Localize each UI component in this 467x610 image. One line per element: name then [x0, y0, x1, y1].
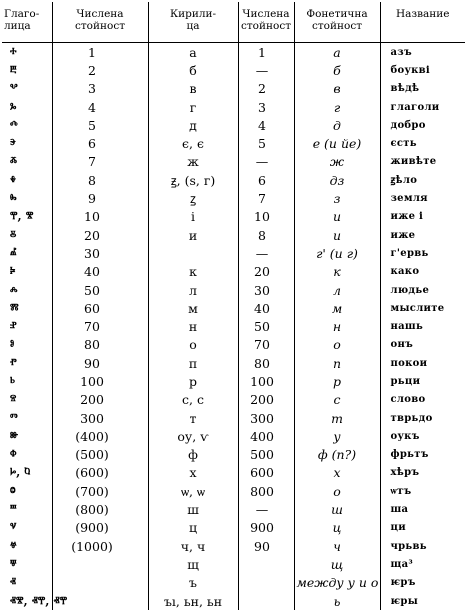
- numeric-value-cyrillic: [238, 555, 294, 573]
- table-row: [2, 519, 465, 537]
- numeric-value-cyrillic: 30: [238, 281, 294, 299]
- glagolitic-letter: ⱅ: [2, 409, 52, 427]
- letter-name: ша: [380, 500, 465, 518]
- glagolitic-letter: ⰳ: [2, 98, 52, 116]
- phonetic-value: м: [294, 299, 380, 317]
- numeric-value-cyrillic: 400: [238, 427, 294, 445]
- cyrillic-letter: б: [148, 61, 238, 79]
- phonetic-value: а: [294, 43, 380, 62]
- cyrillic-letter: ъ: [148, 574, 238, 592]
- cyrillic-letter: в: [148, 80, 238, 98]
- cyrillic-letter: и: [148, 226, 238, 244]
- letter-name: ци: [380, 519, 465, 537]
- table-row: [2, 555, 465, 573]
- numeric-value-cyrillic: 90: [238, 537, 294, 555]
- numeric-value-glagolitic: 1: [52, 43, 148, 62]
- glagolitic-letter: ⰸ: [2, 189, 52, 207]
- alphabet-table: [2, 2, 465, 610]
- numeric-value-glagolitic: 20: [52, 226, 148, 244]
- phonetic-value: ц: [294, 519, 380, 537]
- table-row: [2, 317, 465, 335]
- phonetic-value: р: [294, 372, 380, 390]
- phonetic-value: и: [294, 208, 380, 226]
- numeric-value-cyrillic: 100: [238, 372, 294, 390]
- numeric-value-cyrillic: 40: [238, 299, 294, 317]
- cyrillic-letter: г: [148, 98, 238, 116]
- numeric-value-glagolitic: (800): [52, 500, 148, 518]
- cyrillic-letter: н: [148, 317, 238, 335]
- cyrillic-letter: щ: [148, 555, 238, 573]
- numeric-value-glagolitic: 7: [52, 153, 148, 171]
- letter-name: тврьдо: [380, 409, 465, 427]
- table-row: [2, 244, 465, 262]
- numeric-value-cyrillic: 50: [238, 317, 294, 335]
- glagolitic-letter: ⰴ: [2, 116, 52, 134]
- letter-name: покои: [380, 354, 465, 372]
- letter-name: фрьтъ: [380, 446, 465, 464]
- table-row: [2, 464, 465, 482]
- letter-name: хѣръ: [380, 464, 465, 482]
- glagolitic-letter: ⱍ: [2, 537, 52, 555]
- glagolitic-letter: ⰷ: [2, 171, 52, 189]
- numeric-value-glagolitic: (700): [52, 482, 148, 500]
- cyrillic-letter: ф: [148, 446, 238, 464]
- cyrillic-letter: оу, ѵ: [148, 427, 238, 445]
- glagolitic-letter: ⱌ: [2, 519, 52, 537]
- phonetic-value: дз: [294, 171, 380, 189]
- table-row: [2, 354, 465, 372]
- cyrillic-letter: х: [148, 464, 238, 482]
- numeric-value-glagolitic: 60: [52, 299, 148, 317]
- numeric-value-glagolitic: 80: [52, 336, 148, 354]
- glagolitic-letter: ⱃ: [2, 372, 52, 390]
- numeric-value-cyrillic: 4: [238, 116, 294, 134]
- table-body: [2, 43, 465, 610]
- glagolitic-letter: ⱇ: [2, 446, 52, 464]
- numeric-value-glagolitic: (500): [52, 446, 148, 464]
- table-header: [2, 2, 465, 43]
- table-row: [2, 98, 465, 116]
- numeric-value-cyrillic: 300: [238, 409, 294, 427]
- glagolitic-letter: ⰻ: [2, 226, 52, 244]
- phonetic-value: ь: [294, 592, 380, 610]
- numeric-value-glagolitic: 10: [52, 208, 148, 226]
- numeric-value-cyrillic: 3: [238, 98, 294, 116]
- glagolitic-letter: ⱆ: [2, 427, 52, 445]
- numeric-value-cyrillic: —: [238, 153, 294, 171]
- table-row: [2, 372, 465, 390]
- table-row: [2, 43, 465, 62]
- table-row: [2, 153, 465, 171]
- cyrillic-letter: ъı, ьн, ьн: [148, 592, 238, 610]
- numeric-value-cyrillic: 200: [238, 391, 294, 409]
- cyrillic-letter: є, є: [148, 134, 238, 152]
- cyrillic-letter: т: [148, 409, 238, 427]
- letter-name: добро: [380, 116, 465, 134]
- cyrillic-letter: ш: [148, 500, 238, 518]
- numeric-value-cyrillic: —: [238, 500, 294, 518]
- cyrillic-letter: р: [148, 372, 238, 390]
- phonetic-value: п: [294, 354, 380, 372]
- numeric-value-cyrillic: 8: [238, 226, 294, 244]
- numeric-value-glagolitic: 200: [52, 391, 148, 409]
- table-row: [2, 80, 465, 98]
- cyrillic-letter: п: [148, 354, 238, 372]
- numeric-value-cyrillic: 2: [238, 80, 294, 98]
- numeric-value-glagolitic: 50: [52, 281, 148, 299]
- table-row: [2, 299, 465, 317]
- letter-name: мыслите: [380, 299, 465, 317]
- glagolitic-letter: ⱂ: [2, 354, 52, 372]
- letter-name: оукъ: [380, 427, 465, 445]
- table-row: [2, 281, 465, 299]
- table-row: [2, 482, 465, 500]
- phonetic-value: н: [294, 317, 380, 335]
- numeric-value-cyrillic: [238, 592, 294, 610]
- letter-name: ѥръ: [380, 574, 465, 592]
- header-name: Название: [380, 2, 465, 43]
- table-row: [2, 592, 465, 610]
- letter-name: ꙃѣло: [380, 171, 465, 189]
- phonetic-value: г: [294, 98, 380, 116]
- letter-name: чрьвь: [380, 537, 465, 555]
- phonetic-value: г' (и г): [294, 244, 380, 262]
- glagolitic-letter: ⰾ: [2, 281, 52, 299]
- cyrillic-letter: с, с: [148, 391, 238, 409]
- cyrillic-letter: ч, ч: [148, 537, 238, 555]
- glagolitic-letter: ⰼ: [2, 244, 52, 262]
- numeric-value-glagolitic: 8: [52, 171, 148, 189]
- phonetic-value: д: [294, 116, 380, 134]
- glagolitic-letter: ⱎ: [2, 500, 52, 518]
- glagolitic-letter: ⱏ: [2, 574, 52, 592]
- letter-name: иже: [380, 226, 465, 244]
- letter-name: живѣте: [380, 153, 465, 171]
- table-row: [2, 116, 465, 134]
- numeric-value-glagolitic: (900): [52, 519, 148, 537]
- table-row: [2, 427, 465, 445]
- phonetic-value: щ: [294, 555, 380, 573]
- letter-name: како: [380, 263, 465, 281]
- numeric-value-cyrillic: 7: [238, 189, 294, 207]
- phonetic-value: л: [294, 281, 380, 299]
- table-row: [2, 391, 465, 409]
- letter-name: глаголи: [380, 98, 465, 116]
- header-glagolitsa: Глаго- лица: [2, 2, 52, 43]
- table-row: [2, 171, 465, 189]
- cyrillic-letter: ж: [148, 153, 238, 171]
- phonetic-value: в: [294, 80, 380, 98]
- numeric-value-cyrillic: 70: [238, 336, 294, 354]
- glagolitic-letter: ⰽ: [2, 263, 52, 281]
- letter-name: вѣдѣ: [380, 80, 465, 98]
- numeric-value-glagolitic: 5: [52, 116, 148, 134]
- glagolitic-letter: ⱀ: [2, 317, 52, 335]
- numeric-value-glagolitic: 90: [52, 354, 148, 372]
- numeric-value-cyrillic: 5: [238, 134, 294, 152]
- numeric-value-glagolitic: 100: [52, 372, 148, 390]
- phonetic-value: ш: [294, 500, 380, 518]
- numeric-value-cyrillic: 80: [238, 354, 294, 372]
- phonetic-value: х: [294, 464, 380, 482]
- numeric-value-cyrillic: 20: [238, 263, 294, 281]
- glagolitic-letter: ⱄ: [2, 391, 52, 409]
- phonetic-value: и: [294, 226, 380, 244]
- numeric-value-glagolitic: 300: [52, 409, 148, 427]
- header-phonetic-value: Фонетична стойност: [294, 2, 380, 43]
- numeric-value-cyrillic: 900: [238, 519, 294, 537]
- numeric-value-cyrillic: 600: [238, 464, 294, 482]
- glagolitic-letter: ⰿ: [2, 299, 52, 317]
- phonetic-value: с: [294, 391, 380, 409]
- numeric-value-cyrillic: 800: [238, 482, 294, 500]
- table-row: [2, 446, 465, 464]
- cyrillic-letter: а: [148, 43, 238, 62]
- numeric-value-glagolitic: (1000): [52, 537, 148, 555]
- phonetic-value: ч: [294, 537, 380, 555]
- glagolitic-letter: ⰹ, ⰺ: [2, 208, 52, 226]
- table-row: [2, 61, 465, 79]
- numeric-value-glagolitic: 4: [52, 98, 148, 116]
- table-row: [2, 409, 465, 427]
- letter-name: слово: [380, 391, 465, 409]
- glagolitic-letter: ⰱ: [2, 61, 52, 79]
- cyrillic-letter: і: [148, 208, 238, 226]
- letter-name: рьци: [380, 372, 465, 390]
- letter-name: боукві: [380, 61, 465, 79]
- header-kirilitsa: Кирили- ца: [148, 2, 238, 43]
- cyrillic-letter: л: [148, 281, 238, 299]
- numeric-value-glagolitic: 2: [52, 61, 148, 79]
- table-row: [2, 134, 465, 152]
- phonetic-value: между у и о: [294, 574, 380, 592]
- numeric-value-glagolitic: 70: [52, 317, 148, 335]
- cyrillic-letter: ꙁ: [148, 189, 238, 207]
- numeric-value-glagolitic: [52, 574, 148, 592]
- numeric-value-glagolitic: 6: [52, 134, 148, 152]
- phonetic-value: е (и йе): [294, 134, 380, 152]
- letter-name: людье: [380, 281, 465, 299]
- cyrillic-letter: ѡ, ѡ: [148, 482, 238, 500]
- cyrillic-letter: о: [148, 336, 238, 354]
- letter-name: иже і: [380, 208, 465, 226]
- numeric-value-glagolitic: (400): [52, 427, 148, 445]
- glagolitic-letter: ⰲ: [2, 80, 52, 98]
- glagolitic-letter: ⰰ: [2, 43, 52, 62]
- numeric-value-cyrillic: 10: [238, 208, 294, 226]
- letter-name: ща³: [380, 555, 465, 573]
- letter-name: нашь: [380, 317, 465, 335]
- letter-name: земля: [380, 189, 465, 207]
- numeric-value-glagolitic: 40: [52, 263, 148, 281]
- numeric-value-glagolitic: [52, 555, 148, 573]
- table-row: [2, 226, 465, 244]
- cyrillic-letter: ц: [148, 519, 238, 537]
- phonetic-value: т: [294, 409, 380, 427]
- header-numeric-value-1: Числена стойност: [52, 2, 148, 43]
- numeric-value-cyrillic: —: [238, 244, 294, 262]
- numeric-value-cyrillic: 6: [238, 171, 294, 189]
- table-row: [2, 500, 465, 518]
- cyrillic-letter: ꙃ, (ѕ, г): [148, 171, 238, 189]
- cyrillic-letter: д: [148, 116, 238, 134]
- letter-name: єсть: [380, 134, 465, 152]
- cyrillic-letter: к: [148, 263, 238, 281]
- cyrillic-letter: м: [148, 299, 238, 317]
- numeric-value-cyrillic: 500: [238, 446, 294, 464]
- header-numeric-value-2: Числена стойност: [238, 2, 294, 43]
- numeric-value-glagolitic: 3: [52, 80, 148, 98]
- glagolitic-letter: ⰵ: [2, 134, 52, 152]
- numeric-value-cyrillic: —: [238, 61, 294, 79]
- phonetic-value: у: [294, 427, 380, 445]
- glagolitic-letter: ⰶ: [2, 153, 52, 171]
- glagolitic-letter: ⱋ: [2, 555, 52, 573]
- letter-name: онъ: [380, 336, 465, 354]
- letter-name: ѥры: [380, 592, 465, 610]
- phonetic-value: ф (п?): [294, 446, 380, 464]
- table-row: [2, 336, 465, 354]
- table-row: [2, 537, 465, 555]
- table-row: [2, 263, 465, 281]
- phonetic-value: к: [294, 263, 380, 281]
- letter-name: азъ: [380, 43, 465, 62]
- phonetic-value: б: [294, 61, 380, 79]
- glagolitic-letter: ⱈ, ⱒ: [2, 464, 52, 482]
- numeric-value-glagolitic: 9: [52, 189, 148, 207]
- numeric-value-glagolitic: (600): [52, 464, 148, 482]
- phonetic-value: ж: [294, 153, 380, 171]
- glagolitic-letter: ⱏⰺ, ⱏⰹ, ⱏⰹ: [2, 592, 52, 610]
- table-row: [2, 208, 465, 226]
- cyrillic-letter: [148, 244, 238, 262]
- glagolitic-letter: ⱁ: [2, 336, 52, 354]
- numeric-value-cyrillic: [238, 574, 294, 592]
- numeric-value-cyrillic: 1: [238, 43, 294, 62]
- glagolitic-letter: ⱉ: [2, 482, 52, 500]
- letter-name: ѡтъ: [380, 482, 465, 500]
- phonetic-value: з: [294, 189, 380, 207]
- phonetic-value: о: [294, 482, 380, 500]
- numeric-value-glagolitic: 30: [52, 244, 148, 262]
- table-row: [2, 574, 465, 592]
- table-row: [2, 189, 465, 207]
- phonetic-value: о: [294, 336, 380, 354]
- letter-name: г'ервь: [380, 244, 465, 262]
